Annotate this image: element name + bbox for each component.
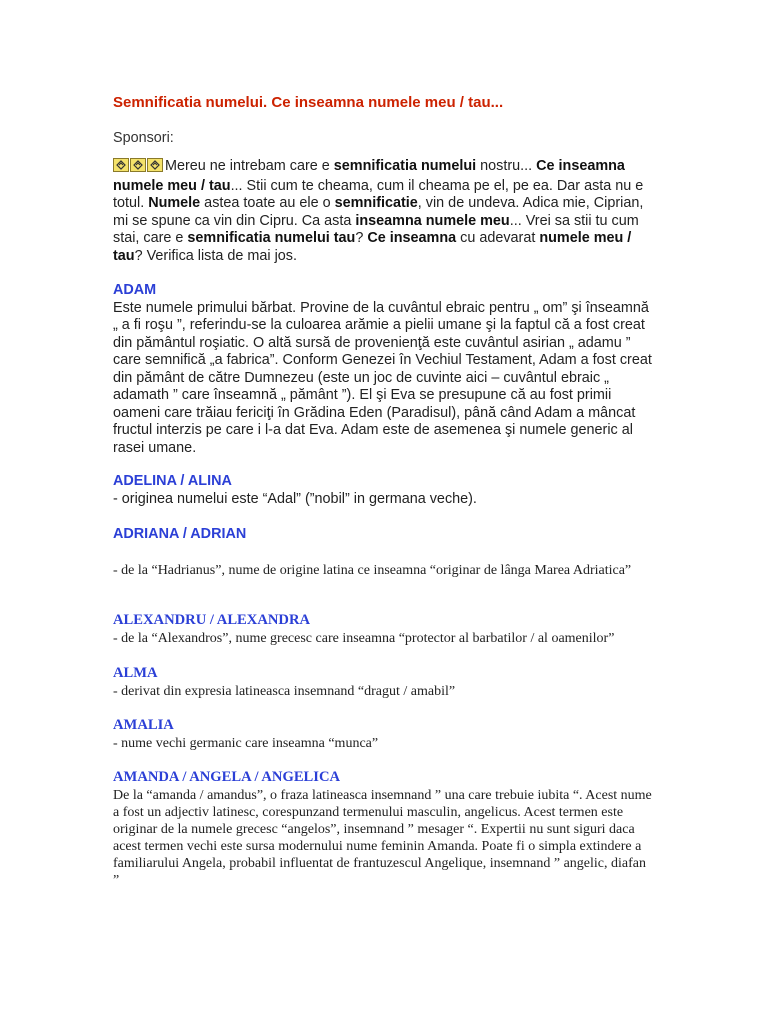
decor-icons <box>113 158 164 178</box>
entry-alexandru <box>113 612 653 647</box>
intro-keyword: inseamna numele meu <box>355 212 510 229</box>
entry-text: - nume vechi germanic care inseamna “munca” <box>113 735 379 751</box>
entry-heading: AMANDA / ANGELA / ANGELICA <box>113 769 341 785</box>
diamond-icon <box>113 158 129 172</box>
entry-text: - de la “Hadrianus”, nume de origine latina ce inseamna “originar de lânga Marea Adriatica” <box>113 562 632 578</box>
entry-alma <box>113 665 653 700</box>
intro-text: cu adevarat <box>456 230 540 246</box>
entry-amanda <box>113 769 653 889</box>
intro-keyword: numele meu / tau <box>113 230 632 264</box>
intro-keyword: semnificatia numelui <box>333 158 477 174</box>
intro-keyword: Ce inseamna numele meu / tau <box>113 158 625 194</box>
diamond-icon <box>130 158 146 172</box>
intro-text: ? Verifica lista de mai jos. <box>134 247 297 264</box>
entry-heading: ALMA <box>113 665 158 681</box>
intro-paragraph <box>113 158 653 265</box>
intro-keyword: Ce inseamna <box>367 230 457 246</box>
intro-text: nostru... <box>476 158 537 174</box>
entry-adam <box>113 282 653 457</box>
intro-text: ... Vrei sa stii tu cum stai, care e <box>113 212 639 246</box>
entry-heading: ADAM <box>113 282 157 298</box>
entry-heading: ALEXANDRU / ALEXANDRA <box>113 612 311 628</box>
intro-text: ? <box>355 230 368 246</box>
intro-keyword: Numele <box>148 195 201 211</box>
intro-keyword: semnificatie <box>334 195 418 211</box>
entry-heading: ADELINA / ALINA <box>113 473 232 489</box>
intro-text: Mereu ne intrebam care e <box>165 158 334 174</box>
entry-adriana <box>113 526 653 579</box>
entry-heading: ADRIANA / ADRIAN <box>113 526 247 542</box>
diamond-icon <box>147 158 163 172</box>
intro-text: astea toate au ele o <box>200 195 335 211</box>
entry-adelina <box>113 473 653 508</box>
document-title: Semnificatia numelui. Ce inseamna numele meu / tau... <box>113 94 504 111</box>
intro-text: ... Stii cum te cheama, cum il cheama pe el, pe ea. Dar asta nu e totul. <box>113 177 644 211</box>
intro-text: , vin de undeva. Adica mie, Ciprian, mi se spune ca vin din Cipru. Ca asta <box>113 195 644 229</box>
entry-heading: AMALIA <box>113 717 174 733</box>
sponsors-label: Sponsori: <box>113 130 174 146</box>
entry-amalia <box>113 717 653 752</box>
entry-text: - de la “Alexandros”, nume grecesc care inseamna “protector al barbatilor / al oamenilor” <box>113 630 615 646</box>
entry-text: - originea numelui este “Adal” (”nobil” in germana veche). <box>113 490 477 507</box>
entry-text: Este numele primului bărbat. Provine de la cuvântul ebraic pentru „ om” şi înseamnă „ a fi roşu ”, referindu-se la culoarea arămie a pielii umane şi la faptul că a fost creat din pământul roşiatic. O altă sursă de provenienţă este cuvântul asirian „ adamu ” care semnifică „a fabrica”. Conform Genezei în Vechiul Testament, Adam a fost creat din pământ de către Dumnezeu (este un joc de cuvinte aici – cuvântul ebraic „ adamath ” care înseamnă „ pământ ”). El şi Eva se presupune că au fost primii oameni care trăiau fericiţi în Grădina Eden (Paradisul), până când Adam a mâncat fructul interzis pe care i l-a dat Eva. Adam este de asemenea şi numele generic al rasei umane. <box>113 299 652 456</box>
entry-text: De la “amanda / amandus”, o fraza latineasca insemnand ” una care trebuie iubita “. Acest nume a fost un adjectiv latinesc, corespunzand termenului masculin, angelicus. Acest termen este originar de la numele grecesc “angelos”, insemnand ” mesager “. Expertii nu sunt siguri daca acest termen vechi este sursa modernului nume feminin Amanda. Poate fi o simpla extindere a familiarului Angela, probabil influentat de frantuzescul Angelique, insemnand ” angelic, diafan ” <box>113 787 652 888</box>
entry-text: - derivat din expresia latineasca insemnand “dragut / amabil” <box>113 683 456 699</box>
intro-keyword: semnificatia numelui tau <box>187 230 356 246</box>
